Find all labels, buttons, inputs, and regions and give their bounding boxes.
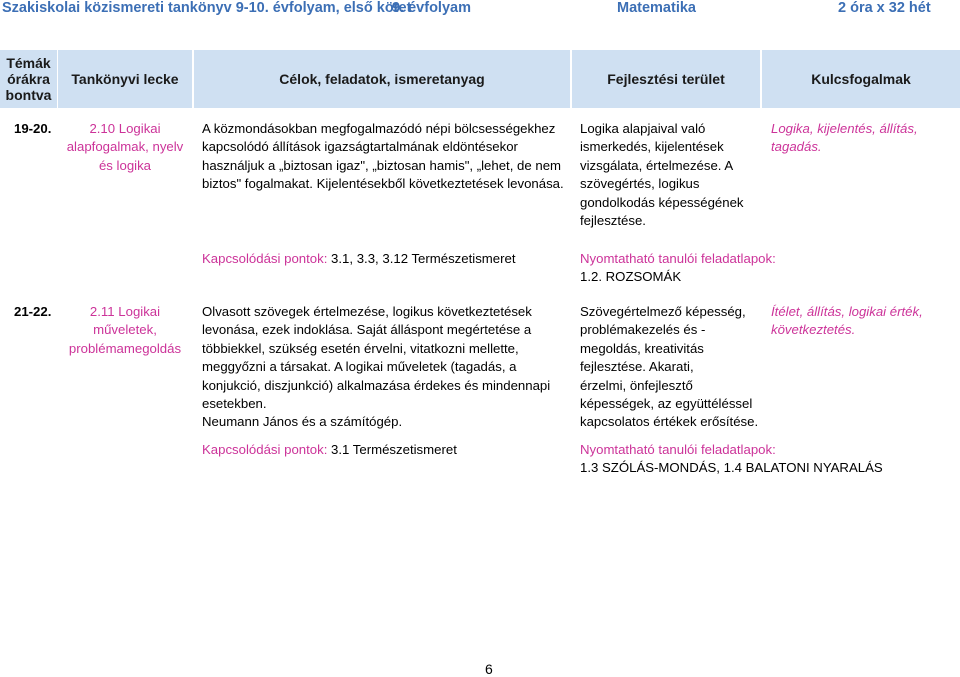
column-header-goals: Célok, feladatok, ismeretanyag xyxy=(194,50,570,108)
keywords-line: Ítélet, állítás, logikai érték, xyxy=(771,304,923,319)
development-line: vizsgálata, értelmezése. A xyxy=(580,157,734,173)
worksheets-label: Nyomtatható tanulói feladatlapok: xyxy=(580,251,776,266)
development-line: Logika alapjaival való xyxy=(580,121,706,136)
worksheets-value: 1.2. ROZSOMÁK xyxy=(580,269,682,285)
goals-line: Olvasott szövegek értelmezése, logikus következtetések xyxy=(202,304,532,319)
row-hours: 19-20. xyxy=(14,121,52,136)
worksheets xyxy=(580,250,840,287)
development-line: gondolkodás képességének xyxy=(580,194,744,210)
development-line: képességek, az együttéléssel xyxy=(580,396,753,412)
development-line: érzelmi, önfejlesztő xyxy=(580,377,693,393)
row-lesson xyxy=(58,120,192,175)
development-line: Szövegértelmező képesség, xyxy=(580,304,746,319)
book-title: Szakiskolai közismereti tankönyv 9-10. évfolyam, első kötet xyxy=(2,0,412,16)
grade-label: 9. évfolyam xyxy=(392,0,471,16)
worksheets-label: Nyomtatható tanulói feladatlapok: xyxy=(580,442,776,457)
row-lesson xyxy=(58,303,192,358)
document-header xyxy=(0,0,960,18)
hours-label: 2 óra x 32 hét xyxy=(838,0,931,16)
development-line: megoldás, kreativitás xyxy=(580,340,704,356)
keywords-line: tagadás. xyxy=(771,139,822,155)
worksheets-value: 1.3 SZÓLÁS-MONDÁS, 1.4 BALATONI NYARALÁS xyxy=(580,460,883,476)
row-hours: 21-22. xyxy=(14,304,52,319)
goals-line: esetekben. xyxy=(202,396,267,412)
keywords-line: Logika, kijelentés, állítás, xyxy=(771,121,918,136)
goals-line: A közmondásokban megfogalmazódó népi bölcsességekhez xyxy=(202,121,556,136)
goals-line: többiekkel, szükség esetén érvelni, vitatkozni mellette, xyxy=(202,340,519,356)
column-header-lesson: Tankönyvi lecke xyxy=(58,50,192,108)
lesson-line: műveletek, xyxy=(93,322,157,338)
connections-value: 3.1 Természetismeret xyxy=(327,442,457,457)
goals-line: biztos" fogalmakat. Kijelentésekből következtetések levonása. xyxy=(202,176,564,192)
column-header-keywords: Kulcsfogalmak xyxy=(762,50,960,108)
connections-label: Kapcsolódási pontok: xyxy=(202,442,328,457)
page-number: 6 xyxy=(485,661,493,677)
column-header-topics-line: Témák xyxy=(6,55,51,71)
row-keywords xyxy=(771,303,957,340)
lesson-line: alapfogalmak, nyelv xyxy=(66,139,184,155)
connections xyxy=(202,441,570,459)
lesson-line: 2.10 Logikai xyxy=(89,121,161,136)
column-header-topics-line: órákra xyxy=(7,71,50,87)
development-line: ismerkedés, kijelentések xyxy=(580,139,724,155)
development-line: kapcsolatos értékek erősítése. xyxy=(580,414,759,430)
goals-line: kapcsolódó állítások igazságtartalmának eldöntésekor xyxy=(202,139,518,155)
lesson-line: és logika xyxy=(98,157,152,173)
development-line: fejlesztése. xyxy=(580,213,646,229)
column-header-topics xyxy=(0,50,57,108)
row-keywords xyxy=(771,120,957,157)
connections-label: Kapcsolódási pontok: xyxy=(202,251,328,266)
goals-line: levonása, ezek indoklása. Saját álláspont megértetése a xyxy=(202,322,532,338)
subject-label: Matematika xyxy=(617,0,696,16)
goals-line: használjuk a „biztosan igaz", „biztosan hamis", „lehet, de nem xyxy=(202,157,562,173)
development-line: problémakezelés és - xyxy=(580,322,706,338)
connections xyxy=(202,250,570,268)
row-development xyxy=(580,303,760,432)
keywords-line: következtetés. xyxy=(771,322,856,338)
lesson-line: 2.11 Logikai xyxy=(89,304,161,319)
lesson-line: problémamegoldás xyxy=(68,340,182,356)
goals-line: meggyőzni a társakat. A logikai műveletek (tagadás, a xyxy=(202,359,517,375)
goals-line: konjukció, diszjunkció) alkalmazása érdekes és mindennapi xyxy=(202,377,551,393)
goals-line: Neumann János és a számítógép. xyxy=(202,414,403,430)
development-line: fejlesztése. Akarati, xyxy=(580,359,694,375)
row-development xyxy=(580,120,760,230)
development-line: szövegértés, logikus xyxy=(580,176,700,192)
column-header-development: Fejlesztési terület xyxy=(572,50,760,108)
row-goals xyxy=(202,120,570,194)
row-goals xyxy=(202,303,570,432)
column-header-topics-line: bontva xyxy=(5,87,52,103)
connections-value: 3.1, 3.3, 3.12 Természetismeret xyxy=(327,251,516,266)
worksheets xyxy=(580,441,950,478)
